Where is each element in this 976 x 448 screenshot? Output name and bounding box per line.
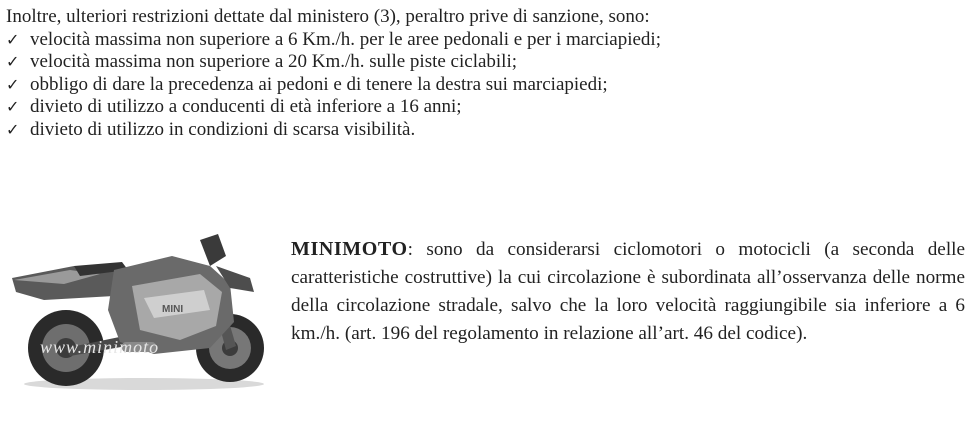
- list-item-text: velocità massima non superiore a 20 Km./h. sulle piste ciclabili;: [30, 51, 518, 73]
- list-item: [6, 29, 661, 51]
- minimoto-photo-icon: [4, 226, 276, 391]
- fairing-text: MINI: [162, 304, 184, 315]
- list-item-text: obbligo di dare la precedenza ai pedoni e di tenere la destra sui marciapiedi;: [30, 73, 608, 95]
- list-item: [6, 51, 661, 73]
- list-item: [6, 74, 661, 96]
- watermark-text: www.minimoto: [40, 337, 160, 357]
- minimoto-body-text: : sono da considerarsi ciclomotori o motocicli (a seconda delle caratteristiche costruttive) la cui circolazione è subordinata all’osservanza delle norme della circolazione stradale, salvo che la loro velocità raggiungibile sia inferiore a 6 km./h. (art. 196 del regolamento in relazione all’art. 46 del codice).: [291, 239, 965, 344]
- list-item: [6, 96, 661, 118]
- list-item: [6, 119, 661, 141]
- minimoto-paragraph: [291, 235, 965, 348]
- list-item-text: divieto di utilizzo in condizioni di scarsa visibilità.: [30, 118, 416, 140]
- checkmark-icon: ✓: [6, 74, 20, 94]
- checkmark-icon: ✓: [6, 30, 20, 49]
- checkmark-icon: ✓: [6, 97, 20, 117]
- restrictions-list: [6, 29, 661, 141]
- intro-text: Inoltre, ulteriori restrizioni dettate dal ministero (3), peraltro prive di sanzione, sono:: [6, 6, 650, 27]
- checkmark-icon: ✓: [6, 52, 20, 72]
- list-item-text: velocità massima non superiore a 6 Km./h. per le aree pedonali e per i marciapiedi;: [30, 29, 661, 50]
- list-item-text: divieto di utilizzo a conducenti di età inferiore a 16 anni;: [30, 96, 462, 118]
- minimoto-heading: MINIMOTO: [291, 238, 408, 260]
- checkmark-icon: ✓: [6, 119, 20, 139]
